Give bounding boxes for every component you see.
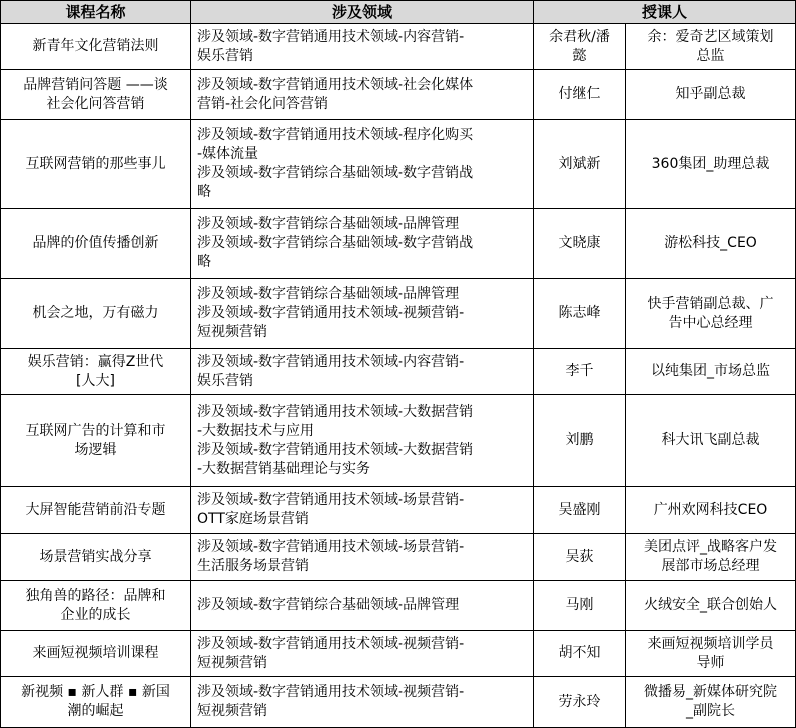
cell-domain [191,279,534,349]
table-row [1,487,796,534]
cell-text-line: 陈志峰 [558,305,601,321]
cell-domain [191,120,534,209]
cell-text-line: 刘鹏 [565,432,594,448]
cell-lecturer-title [626,120,796,209]
cell-text-line: 涉及领域-数字营销通用技术领域-社会化媒体 [197,76,474,93]
cell-text-line: 涉及领域-数字营销综合基础领域-品牌管理 [197,597,460,613]
cell-text-line: 李千 [565,363,594,379]
cell-text-line: 机会之地，万有磁力 [32,305,159,321]
cell-text-line: 短视频营销 [197,324,267,340]
table-row [1,581,796,631]
table-row [1,70,796,120]
table-row [1,677,796,728]
cell-lecturer [534,349,626,395]
cell-text-line: 涉及领域-数字营销综合基础领域-品牌管理 [197,286,460,302]
cell-text-line: 付继仁 [558,86,601,102]
cell-text-line: 科大讯飞副总裁 [661,432,760,448]
cell-lecturer [534,534,626,581]
cell-text-line: 360集团_助理总裁 [651,155,770,172]
cell-lecturer [534,70,626,120]
header-lecturer: 授课人 [534,1,796,24]
cell-course-name [1,534,191,581]
cell-text-line: 独角兽的路径：品牌和 [25,587,166,604]
cell-lecturer-title [626,70,796,120]
header-row [1,1,796,24]
cell-domain [191,209,534,279]
table-row [1,209,796,279]
cell-text-line: 胡不知 [558,645,601,661]
cell-text-line: 企业的成长 [60,606,131,623]
cell-lecturer-title [626,279,796,349]
cell-text-line: 场逻辑 [74,441,117,458]
cell-text-line: 短视频营销 [197,654,267,671]
cell-lecturer [534,631,626,677]
cell-domain [191,487,534,534]
cell-text-line: 涉及领域-数字营销通用技术领域-场景营销- [197,539,465,555]
cell-text-line: _副院长 [686,703,735,719]
cell-text-line: 品牌营销问答题 ——谈 [23,76,168,93]
cell-text-line: 吴盛刚 [558,501,601,518]
cell-text-line: 营销-社会化问答营销 [197,95,329,112]
cell-course-name [1,631,191,677]
table-row [1,631,796,677]
cell-domain [191,70,534,120]
cell-text-line: 涉及领域-数字营销综合基础领域-数字营销战 [197,235,474,251]
table-row [1,349,796,395]
cell-course-name [1,70,191,120]
cell-text-line: 快手营销副总裁、广 [647,295,774,312]
cell-lecturer-title [626,349,796,395]
cell-text-line: 互联网广告的计算和市 [25,422,166,439]
cell-text-line: 略 [197,184,211,200]
cell-text-line: 涉及领域-数字营销通用技术领域-视频营销- [197,305,465,321]
cell-course-name [1,677,191,728]
cell-text-line: 来画短视频培训课程 [32,645,159,661]
cell-course-name [1,209,191,279]
cell-text-line: 刘斌新 [558,155,601,172]
cell-lecturer-title [626,24,796,70]
cell-text-line: 文晓康 [558,235,601,251]
cell-lecturer-title [626,487,796,534]
cell-text-line: 涉及领域-数字营销通用技术领域-视频营销- [197,635,465,652]
cell-text-line: 潮的崛起 [67,703,124,719]
cell-text-line: 略 [197,254,211,270]
header-course-name: 课程名称 [1,1,191,24]
cell-text-line: 新青年文化营销法则 [32,38,159,54]
cell-text-line: 火绒安全_联合创始人 [644,597,777,613]
table-row [1,395,796,487]
cell-text-line: [人大] [76,372,115,389]
cell-domain [191,395,534,487]
cell-text-line: -大数据技术与应用 [197,422,315,439]
cell-lecturer [534,395,626,487]
header-domain: 涉及领域 [191,1,534,24]
cell-text-line: 社会化问答营销 [46,95,145,112]
cell-domain [191,349,534,395]
cell-course-name [1,581,191,631]
cell-lecturer [534,677,626,728]
table-row [1,24,796,70]
cell-domain [191,677,534,728]
cell-lecturer [534,24,626,70]
cell-lecturer-title [626,395,796,487]
cell-lecturer-title [626,209,796,279]
cell-lecturer [534,209,626,279]
cell-text-line: 娱乐营销 [197,372,253,389]
cell-text-line: OTT家庭场景营销 [197,511,309,527]
cell-text-line: 涉及领域-数字营销综合基础领域-品牌管理 [197,216,460,232]
cell-text-line: -大数据营销基础理论与实务 [197,460,371,477]
cell-lecturer [534,581,626,631]
cell-lecturer [534,120,626,209]
table-body [1,24,796,728]
cell-text-line: -媒体流量 [197,146,259,162]
cell-text-line: 涉及领域-数字营销综合基础领域-数字营销战 [197,165,474,181]
cell-text-line: 涉及领域-数字营销通用技术领域-内容营销- [197,353,465,370]
cell-text-line: 涉及领域-数字营销通用技术领域-大数据营销 [197,441,474,458]
cell-text-line: 场景营销实战分享 [39,548,152,565]
cell-course-name [1,349,191,395]
cell-text-line: 劳永玲 [558,693,601,710]
cell-text-line: 新视频 ▪ 新人群 ▪ 新国 [21,684,170,700]
cell-course-name [1,279,191,349]
cell-text-line: 涉及领域-数字营销通用技术领域-场景营销- [197,492,465,508]
cell-text-line: 余：爱奇艺区域策划 [647,28,774,45]
table-row [1,279,796,349]
cell-text-line: 广州欢网科技CEO [653,501,768,518]
cell-text-line: 知乎副总裁 [675,86,746,102]
cell-lecturer-title [626,677,796,728]
cell-text-line: 游松科技_CEO [664,235,757,251]
cell-text-line: 美团点评_战略客户发 [644,539,777,555]
cell-lecturer [534,487,626,534]
cell-text-line: 以纯集团_市场总监 [651,363,770,379]
cell-text-line: 来画短视频培训学员 [647,635,774,652]
cell-domain [191,631,534,677]
cell-lecturer-title [626,581,796,631]
cell-text-line: 娱乐营销 [197,47,253,64]
cell-lecturer-title [626,534,796,581]
cell-text-line: 涉及领域-数字营销通用技术领域-程序化购买 [197,127,474,143]
cell-course-name [1,24,191,70]
cell-text-line: 娱乐营销：赢得Z世代 [27,353,164,370]
cell-text-line: 互联网营销的那些事儿 [25,155,166,172]
cell-course-name [1,487,191,534]
cell-domain [191,24,534,70]
cell-lecturer [534,279,626,349]
cell-domain [191,534,534,581]
cell-text-line: 微播易_新媒体研究院 [644,684,777,700]
cell-course-name [1,395,191,487]
cell-text-line: 余君秋/潘 [549,28,610,45]
table-row [1,120,796,209]
cell-lecturer-title [626,631,796,677]
cell-text-line: 展部市场总经理 [661,558,760,574]
cell-text-line: 马刚 [565,597,594,613]
cell-text-line: 生活服务场景营销 [197,558,309,574]
cell-text-line: 涉及领域-数字营销通用技术领域-大数据营销 [197,403,474,420]
cell-text-line: 短视频营销 [197,703,267,719]
cell-text-line: 大屏智能营销前沿专题 [25,501,166,518]
cell-text-line: 品牌的价值传播创新 [32,235,159,251]
cell-text-line: 吴荻 [565,548,594,565]
cell-text-line: 涉及领域-数字营销通用技术领域-内容营销- [197,28,465,45]
cell-text-line: 懿 [572,47,587,64]
table-row [1,534,796,581]
cell-text-line: 总监 [696,47,725,64]
cell-domain [191,581,534,631]
cell-text-line: 告中心总经理 [668,314,753,331]
cell-text-line: 导师 [696,654,725,671]
cell-course-name [1,120,191,209]
cell-text-line: 涉及领域-数字营销通用技术领域-视频营销- [197,684,465,700]
